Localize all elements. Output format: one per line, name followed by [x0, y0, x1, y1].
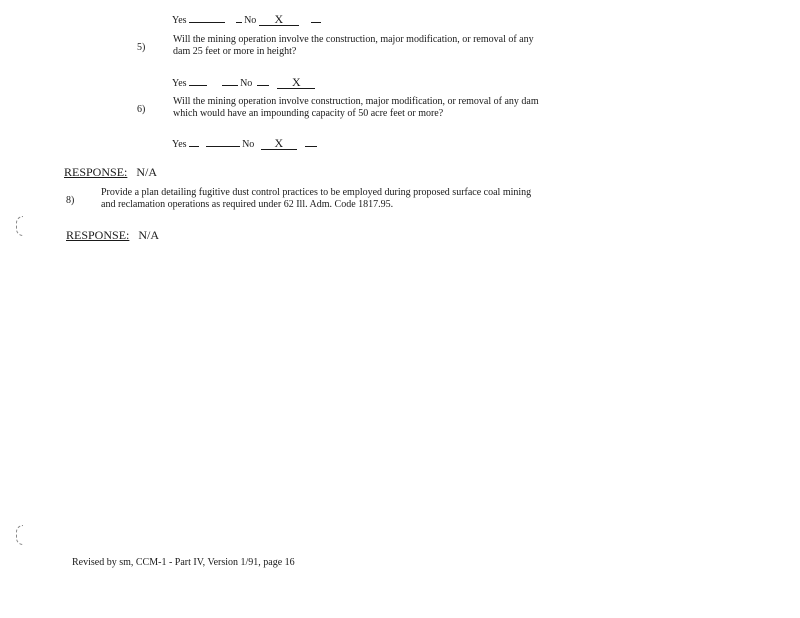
no-answer-field [259, 13, 299, 26]
response-value: N/A [138, 228, 160, 242]
no-answer-mark: X [274, 12, 284, 26]
yes-no-row-top [172, 13, 321, 27]
response-block-2 [66, 228, 159, 242]
no-label: No [244, 15, 257, 26]
no-answer-mark: X [274, 136, 284, 150]
no-answer-field [277, 76, 315, 89]
yes-blank-tail [222, 76, 238, 86]
response-label: RESPONSE: [64, 165, 128, 179]
yes-blank [189, 137, 199, 147]
punch-hole-mark-top [16, 216, 23, 236]
yes-blank-tail [206, 137, 240, 147]
response-label: RESPONSE: [66, 228, 130, 242]
yes-blank [189, 76, 207, 86]
punch-hole-mark-bottom [16, 525, 23, 545]
yes-label: Yes [172, 78, 187, 89]
no-label: No [240, 78, 253, 89]
response-block-1 [64, 165, 157, 179]
question-6-text: Will the mining operation involve construction, major modification, or removal of any dam which would have an impounding capacity of 50 acre feet or more? [173, 96, 539, 119]
yes-label: Yes [172, 139, 187, 150]
no-label: No [242, 139, 255, 150]
question-5-number: 5) [137, 42, 146, 53]
yes-no-row-q5 [172, 76, 315, 90]
question-8-number: 8) [66, 195, 75, 206]
yes-label: Yes [172, 15, 187, 26]
yes-blank [189, 13, 225, 23]
no-blank-tail [311, 13, 321, 23]
question-8-text: Provide a plan detailing fugitive dust control practices to be employed during proposed surface coal mining and reclamation operations as required under 62 Ill. Adm. Code 1817.95. [101, 187, 532, 210]
question-5-text: Will the mining operation involve the construction, major modification, or removal of any dam 25 feet or more in height? [173, 34, 534, 57]
no-answer-field [261, 137, 297, 150]
page-footer: Revised by sm, CCM-1 - Part IV, Version 1/91, page 16 [72, 557, 295, 568]
no-blank-tail [305, 137, 317, 147]
yes-no-row-q6 [172, 137, 317, 151]
yes-blank-tail [236, 13, 242, 23]
question-6-number: 6) [137, 104, 146, 115]
response-value: N/A [136, 165, 158, 179]
no-blank-lead [257, 76, 269, 86]
no-answer-mark: X [291, 75, 301, 89]
